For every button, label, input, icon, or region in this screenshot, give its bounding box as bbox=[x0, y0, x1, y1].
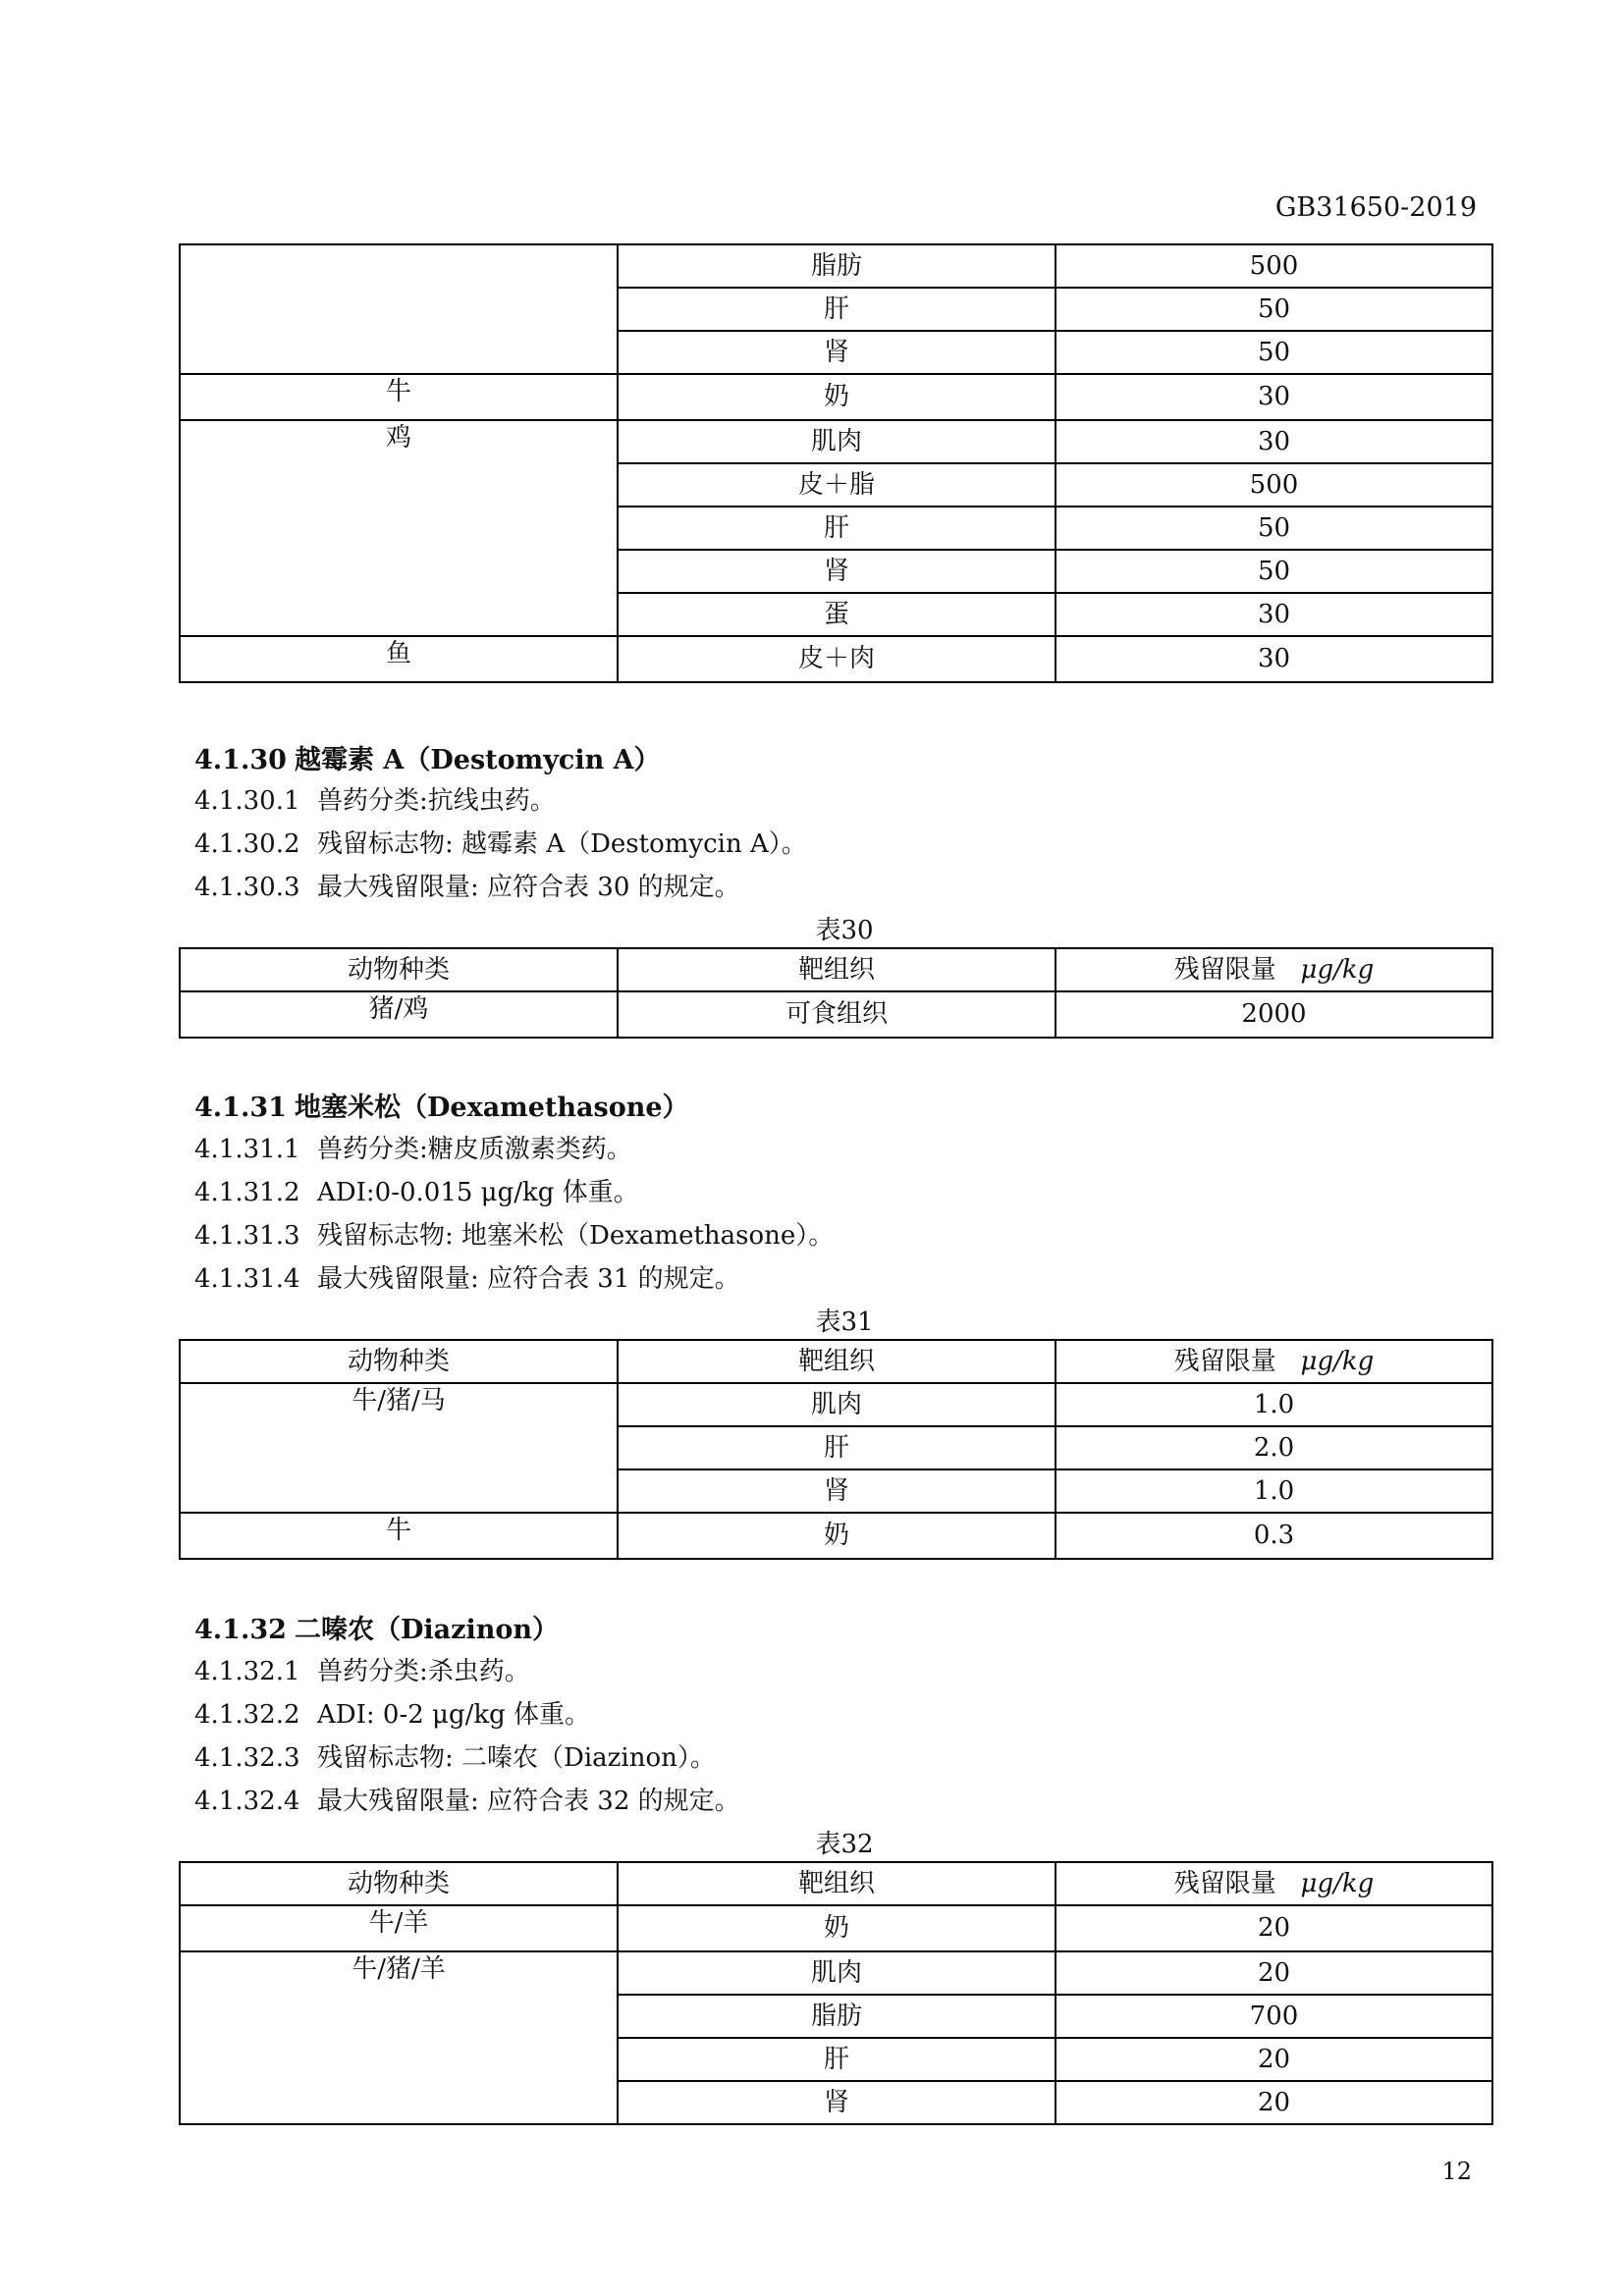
clause-text: 兽药分类:抗线虫药。 bbox=[317, 786, 556, 816]
clause-text: 兽药分类:糖皮质激素类药。 bbox=[317, 1135, 632, 1164]
tissue-cell: 脂肪 bbox=[618, 1995, 1056, 2038]
clause-text: 残留标志物: 越霉素 A（Destomycin A）。 bbox=[317, 829, 807, 859]
section-number: 4.1.31 bbox=[194, 1093, 287, 1123]
clause-line bbox=[194, 867, 740, 903]
tissue-cell: 蛋 bbox=[618, 593, 1056, 636]
clause-text: 最大残留限量: 应符合表 30 的规定。 bbox=[317, 873, 740, 902]
page-number: 12 bbox=[1441, 2158, 1472, 2185]
clause-line bbox=[194, 1651, 530, 1687]
animal-cell: 牛/猪/马 bbox=[180, 1383, 618, 1513]
clause-line bbox=[194, 1737, 716, 1774]
clause-line bbox=[194, 1781, 740, 1817]
tissue-cell: 奶 bbox=[618, 374, 1056, 420]
limit-cell: 50 bbox=[1056, 288, 1492, 331]
tissue-cell: 奶 bbox=[618, 1905, 1056, 1951]
clause-number: 4.1.32.3 bbox=[194, 1743, 300, 1773]
table-row bbox=[180, 1383, 1492, 1426]
limit-cell: 500 bbox=[1056, 463, 1492, 507]
section-number: 4.1.30 bbox=[194, 745, 287, 775]
clause-number: 4.1.31.2 bbox=[194, 1178, 300, 1207]
section-heading bbox=[194, 738, 661, 776]
limit-cell: 30 bbox=[1056, 593, 1492, 636]
clause-line bbox=[194, 780, 556, 817]
table-header-row bbox=[180, 948, 1492, 991]
clause-line bbox=[194, 1129, 632, 1165]
limit-cell: 30 bbox=[1056, 420, 1492, 463]
clause-number: 4.1.32.1 bbox=[194, 1657, 300, 1686]
tissue-cell: 肾 bbox=[618, 2081, 1056, 2124]
clause-text: 最大残留限量: 应符合表 32 的规定。 bbox=[317, 1787, 740, 1816]
clause-number: 4.1.32.4 bbox=[194, 1787, 300, 1816]
limit-cell: 20 bbox=[1056, 2081, 1492, 2124]
header-tissue: 靶组织 bbox=[618, 1862, 1056, 1905]
limit-cell: 20 bbox=[1056, 1905, 1492, 1951]
header-tissue: 靶组织 bbox=[618, 1340, 1056, 1383]
clause-line bbox=[194, 1258, 740, 1295]
limit-cell: 30 bbox=[1056, 374, 1492, 420]
animal-cell: 牛 bbox=[180, 1513, 618, 1559]
limit-cell: 1.0 bbox=[1056, 1383, 1492, 1426]
clause-line bbox=[194, 1694, 590, 1731]
tissue-cell: 皮＋肉 bbox=[618, 636, 1056, 682]
tissue-cell: 可食组织 bbox=[618, 991, 1056, 1038]
animal-cell: 鱼 bbox=[180, 636, 618, 682]
limit-cell: 2.0 bbox=[1056, 1426, 1492, 1469]
clause-number: 4.1.31.3 bbox=[194, 1221, 300, 1251]
section-number: 4.1.32 bbox=[194, 1615, 287, 1645]
table-row bbox=[180, 244, 1492, 288]
tissue-cell: 肾 bbox=[618, 550, 1056, 593]
header-limit: 残留限量 μg/kg bbox=[1056, 1340, 1492, 1383]
clause-number: 4.1.31.4 bbox=[194, 1264, 300, 1294]
limit-cell: 30 bbox=[1056, 636, 1492, 682]
header-animal: 动物种类 bbox=[180, 948, 618, 991]
section-heading bbox=[194, 1086, 689, 1124]
header-animal: 动物种类 bbox=[180, 1340, 618, 1383]
tissue-cell: 肌肉 bbox=[618, 1951, 1056, 1995]
animal-cell: 鸡 bbox=[180, 420, 618, 636]
limit-cell: 500 bbox=[1056, 244, 1492, 288]
table-caption: 表30 bbox=[815, 916, 874, 945]
limit-cell: 0.3 bbox=[1056, 1513, 1492, 1559]
residue-table-30 bbox=[179, 947, 1493, 1039]
tissue-cell: 肾 bbox=[618, 331, 1056, 374]
table-row bbox=[180, 1905, 1492, 1951]
section-title: 二嗪农（Diazinon） bbox=[295, 1615, 560, 1645]
clause-line bbox=[194, 1215, 834, 1252]
section-heading bbox=[194, 1608, 559, 1646]
clause-number: 4.1.32.2 bbox=[194, 1700, 300, 1730]
tissue-cell: 奶 bbox=[618, 1513, 1056, 1559]
clause-text: ADI: 0-2 μg/kg 体重。 bbox=[317, 1700, 591, 1730]
clause-text: 最大残留限量: 应符合表 31 的规定。 bbox=[317, 1264, 740, 1294]
table-row bbox=[180, 1951, 1492, 1995]
tissue-cell: 肝 bbox=[618, 507, 1056, 550]
clause-number: 4.1.30.2 bbox=[194, 829, 300, 859]
clause-text: ADI:0-0.015 μg/kg 体重。 bbox=[317, 1178, 639, 1207]
clause-line bbox=[194, 824, 807, 860]
tissue-cell: 肝 bbox=[618, 2038, 1056, 2081]
limit-cell: 20 bbox=[1056, 1951, 1492, 1995]
tissue-cell: 皮＋脂 bbox=[618, 463, 1056, 507]
header-limit: 残留限量 μg/kg bbox=[1056, 1862, 1492, 1905]
animal-cell: 牛 bbox=[180, 374, 618, 420]
table-row bbox=[180, 636, 1492, 682]
limit-cell: 50 bbox=[1056, 550, 1492, 593]
clause-number: 4.1.30.3 bbox=[194, 873, 300, 902]
limit-cell: 700 bbox=[1056, 1995, 1492, 2038]
limit-cell: 20 bbox=[1056, 2038, 1492, 2081]
header-animal: 动物种类 bbox=[180, 1862, 618, 1905]
tissue-cell: 肝 bbox=[618, 288, 1056, 331]
clause-number: 4.1.30.1 bbox=[194, 786, 300, 816]
table-row bbox=[180, 374, 1492, 420]
tissue-cell: 肾 bbox=[618, 1469, 1056, 1513]
limit-cell: 2000 bbox=[1056, 991, 1492, 1038]
animal-cell: 牛/猪/羊 bbox=[180, 1951, 618, 2124]
residue-table-32 bbox=[179, 1861, 1493, 2125]
animal-cell bbox=[180, 244, 618, 374]
limit-cell: 1.0 bbox=[1056, 1469, 1492, 1513]
tissue-cell: 肌肉 bbox=[618, 420, 1056, 463]
residue-table-31 bbox=[179, 1339, 1493, 1560]
table-row bbox=[180, 991, 1492, 1038]
table-caption: 表31 bbox=[815, 1308, 874, 1337]
residue-table-continued bbox=[179, 243, 1493, 683]
header-tissue: 靶组织 bbox=[618, 948, 1056, 991]
section-title: 越霉素 A（Destomycin A） bbox=[295, 745, 661, 775]
table-header-row bbox=[180, 1340, 1492, 1383]
table-caption: 表32 bbox=[815, 1830, 874, 1859]
animal-cell: 猪/鸡 bbox=[180, 991, 618, 1038]
standard-code: GB31650-2019 bbox=[1274, 192, 1477, 223]
limit-cell: 50 bbox=[1056, 507, 1492, 550]
clause-line bbox=[194, 1172, 639, 1208]
limit-cell: 50 bbox=[1056, 331, 1492, 374]
tissue-cell: 肌肉 bbox=[618, 1383, 1056, 1426]
clause-number: 4.1.31.1 bbox=[194, 1135, 300, 1164]
tissue-cell: 脂肪 bbox=[618, 244, 1056, 288]
tissue-cell: 肝 bbox=[618, 1426, 1056, 1469]
section-title: 地塞米松（Dexamethasone） bbox=[295, 1093, 689, 1123]
animal-cell: 牛/羊 bbox=[180, 1905, 618, 1951]
clause-text: 残留标志物: 二嗪农（Diazinon）。 bbox=[317, 1743, 716, 1773]
table-row bbox=[180, 420, 1492, 463]
clause-text: 兽药分类:杀虫药。 bbox=[317, 1657, 530, 1686]
table-header-row bbox=[180, 1862, 1492, 1905]
header-limit: 残留限量 μg/kg bbox=[1056, 948, 1492, 991]
table-row bbox=[180, 1513, 1492, 1559]
clause-text: 残留标志物: 地塞米松（Dexamethasone）。 bbox=[317, 1221, 835, 1251]
